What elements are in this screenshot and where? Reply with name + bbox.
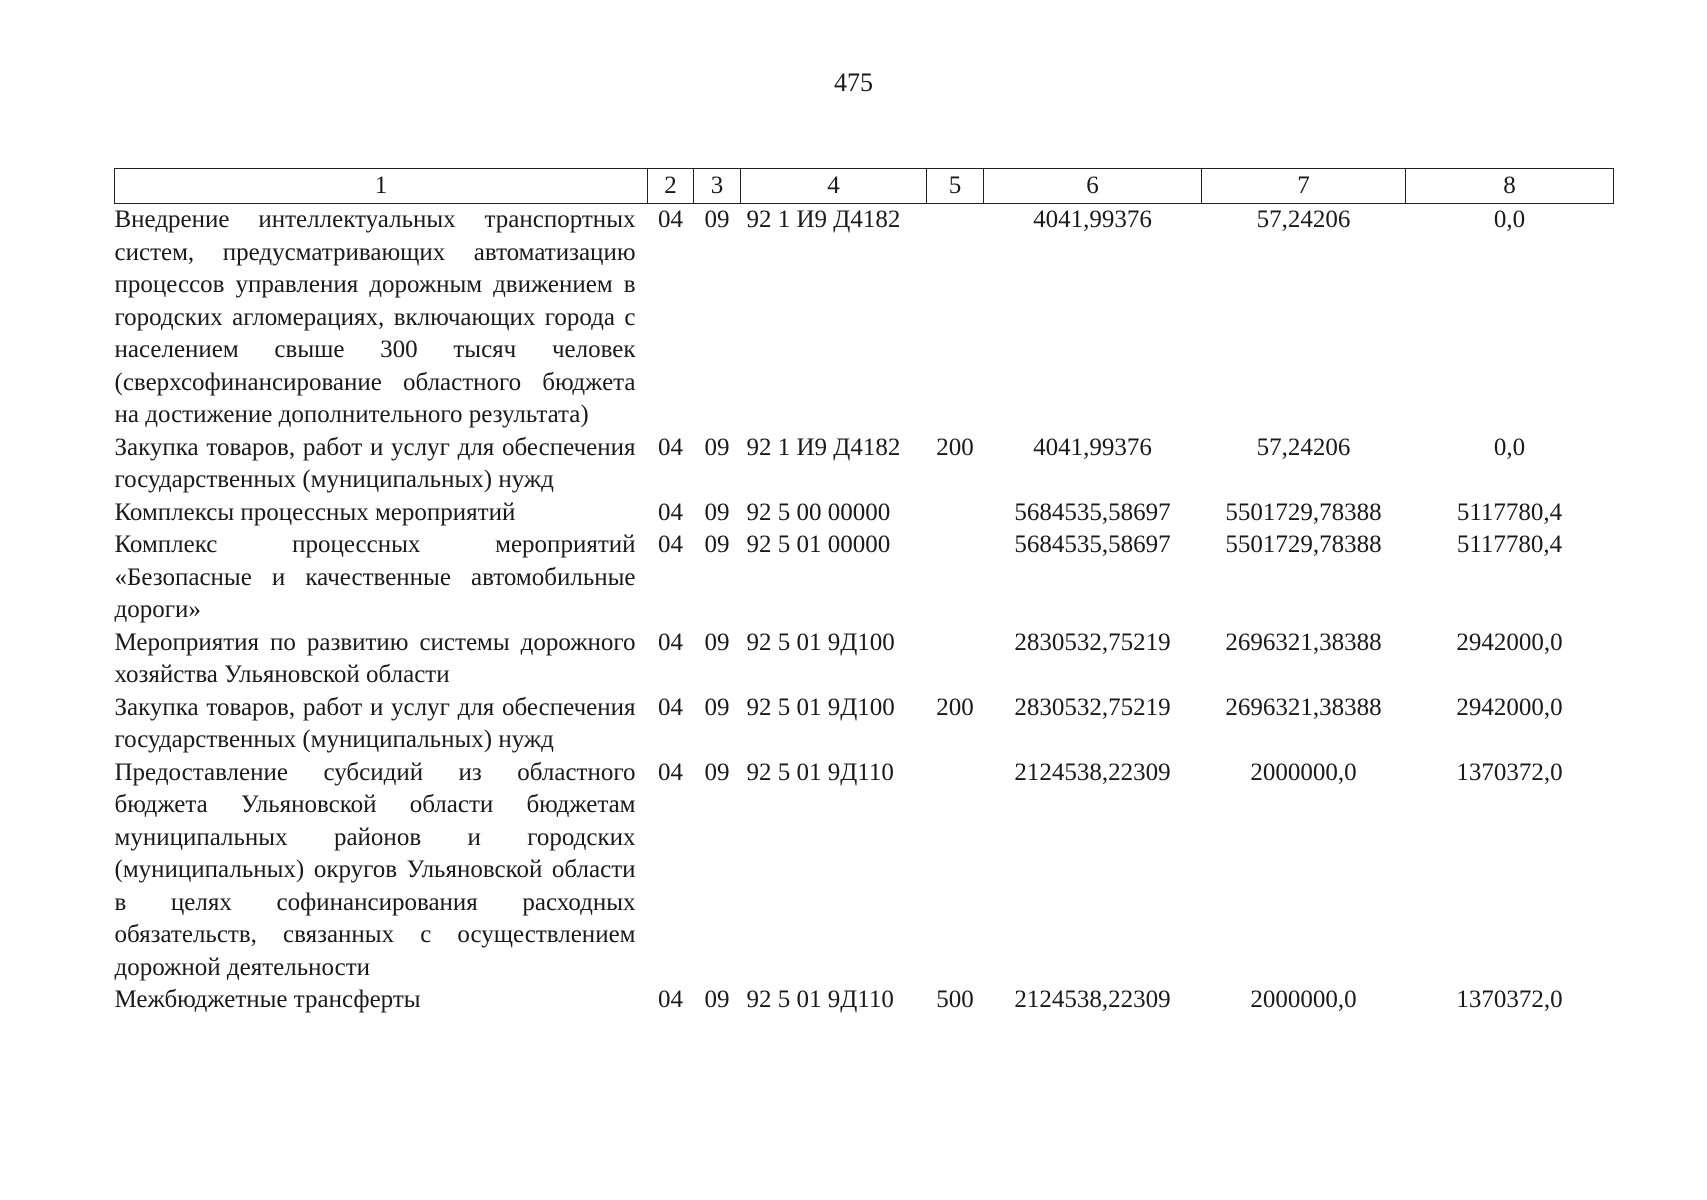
- row-expense-type: 200: [936, 433, 974, 461]
- row-expense-type: 200: [936, 693, 974, 721]
- row-sum-2: 2696321,38388: [1225, 628, 1382, 656]
- row-sum-3: 0,0: [1493, 206, 1526, 233]
- row-name: Комплексы процессных мероприятий: [114, 498, 516, 526]
- row-sum-1: 2124538,22309: [1014, 986, 1171, 1013]
- row-name: Межбюджетные трансферты: [114, 986, 421, 1013]
- row-sum-3: 1370372,0: [1456, 986, 1563, 1013]
- row-expense-type: [927, 529, 984, 627]
- row-sum-2: 5501729,78388: [1225, 498, 1382, 526]
- row-subsection: 09: [704, 628, 730, 656]
- row-subsection: 09: [704, 986, 730, 1013]
- row-section: 04: [658, 433, 683, 461]
- row-sum-3: 5117780,4: [1456, 531, 1563, 558]
- row-subsection: 09: [704, 498, 730, 526]
- row-name: Внедрение интеллектуальных транспортных систем, предусматривающих автоматизацию процессов управления дорожным движением в городских агломерациях, включающих города с населением свыше 300 тысяч человек (сверхсофинансирование областного бюджета на достижение дополнительного результата): [114, 206, 636, 428]
- row-expense-type: 500: [936, 986, 974, 1013]
- table-row: [115, 204, 1614, 432]
- row-section: 04: [658, 758, 683, 786]
- row-sum-2: 57,24206: [1256, 206, 1351, 233]
- row-target-article: 92 5 01 9Д100: [746, 693, 895, 721]
- row-sum-2: 2696321,38388: [1225, 693, 1382, 721]
- table-body: [115, 204, 1614, 1017]
- header-col-1: 1: [115, 169, 648, 204]
- row-section: 04: [658, 206, 683, 233]
- table-row: [115, 692, 1614, 757]
- row-sum-1: 5684535,58697: [1014, 531, 1171, 558]
- row-sum-1: 2830532,75219: [1014, 628, 1171, 656]
- row-name: Закупка товаров, работ и услуг для обеспечения государственных (муниципальных) нужд: [114, 693, 636, 753]
- row-sum-2: 2000000,0: [1250, 758, 1357, 786]
- header-col-4: 4: [741, 169, 927, 204]
- row-sum-2: 57,24206: [1256, 433, 1351, 461]
- row-section: 04: [658, 986, 683, 1013]
- header-row: [115, 169, 1614, 204]
- row-expense-type: [927, 627, 984, 692]
- table-row: [115, 529, 1614, 627]
- table-header: [115, 169, 1614, 204]
- row-target-article: 92 1 И9 Д4182: [746, 433, 901, 461]
- header-col-5: 5: [927, 169, 984, 204]
- row-target-article: 92 5 01 9Д100: [746, 628, 895, 656]
- row-sum-1: 4041,99376: [1033, 206, 1152, 233]
- row-subsection: 09: [704, 531, 730, 558]
- row-expense-type: [927, 757, 984, 985]
- budget-table: [114, 168, 1614, 1017]
- row-expense-type: [927, 204, 984, 432]
- row-subsection: 09: [704, 758, 730, 786]
- row-target-article: 92 1 И9 Д4182: [746, 206, 901, 233]
- row-sum-3: 2942000,0: [1456, 693, 1563, 721]
- row-sum-1: 4041,99376: [1033, 433, 1152, 461]
- row-sum-1: 2830532,75219: [1014, 693, 1171, 721]
- table-row: [115, 627, 1614, 692]
- row-name: Мероприятия по развитию системы дорожного хозяйства Ульяновской области: [114, 628, 636, 688]
- row-target-article: 92 5 01 9Д110: [746, 758, 894, 786]
- row-expense-type: [927, 497, 984, 530]
- page-number: 475: [834, 68, 873, 97]
- row-sum-2: 5501729,78388: [1225, 531, 1382, 558]
- table-row: [115, 757, 1614, 985]
- row-sum-1: 2124538,22309: [1014, 758, 1171, 786]
- header-col-6: 6: [984, 169, 1202, 204]
- row-section: 04: [658, 628, 683, 656]
- row-name: Предоставление субсидий из областного бюджета Ульяновской области бюджетам муниципальных районов и городских (муниципальных) округов Ульяновской области в целях софинансирования расходных обязательств, связанных с осуществлением дорожной деятельности: [114, 758, 636, 981]
- row-sum-3: 1370372,0: [1456, 758, 1563, 786]
- row-name: Комплекс процессных мероприятий «Безопасные и качественные автомобильные дороги»: [114, 531, 636, 623]
- row-name: Закупка товаров, работ и услуг для обеспечения государственных (муниципальных) нужд: [114, 433, 636, 493]
- row-section: 04: [658, 498, 683, 526]
- table-row: [115, 432, 1614, 497]
- header-col-7: 7: [1202, 169, 1406, 204]
- row-sum-3: 2942000,0: [1456, 628, 1563, 656]
- row-sum-1: 5684535,58697: [1014, 498, 1171, 526]
- row-sum-2: 2000000,0: [1250, 986, 1357, 1013]
- row-subsection: 09: [704, 433, 730, 461]
- row-section: 04: [658, 531, 683, 558]
- row-sum-3: 0,0: [1493, 433, 1526, 461]
- row-subsection: 09: [704, 693, 730, 721]
- row-section: 04: [658, 693, 683, 721]
- table-row: [115, 497, 1614, 530]
- row-subsection: 09: [704, 206, 730, 233]
- header-col-8: 8: [1406, 169, 1614, 204]
- table-row: [115, 984, 1614, 1017]
- row-target-article: 92 5 01 00000: [746, 531, 891, 558]
- header-col-2: 2: [648, 169, 694, 204]
- header-col-3: 3: [694, 169, 741, 204]
- row-target-article: 92 5 01 9Д110: [746, 986, 894, 1013]
- row-target-article: 92 5 00 00000: [746, 498, 891, 526]
- row-sum-3: 5117780,4: [1456, 498, 1563, 526]
